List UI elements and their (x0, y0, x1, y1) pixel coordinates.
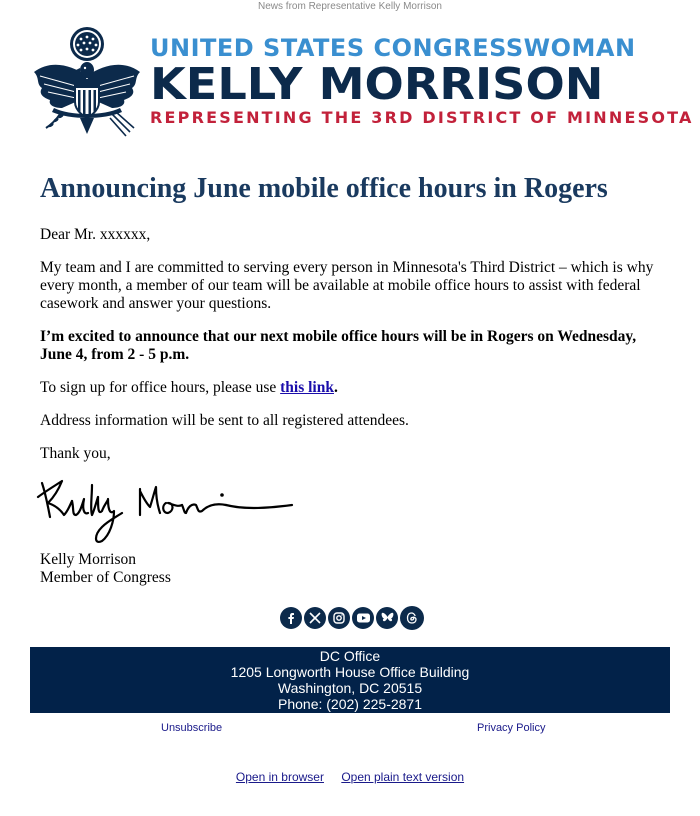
office-name: DC Office (319, 648, 381, 664)
privacy-policy-link[interactable]: Privacy Policy (477, 722, 546, 734)
greeting: Dear Mr. xxxxxx, (40, 226, 151, 243)
congressional-seal-icon (30, 24, 144, 144)
threads-icon[interactable] (400, 606, 424, 630)
bluesky-icon[interactable] (376, 607, 398, 629)
browser-links (0, 770, 700, 784)
email-body (40, 172, 660, 587)
social-links (280, 607, 424, 630)
open-in-browser-link[interactable]: Open in browser (235, 770, 324, 784)
signature-title: Member of Congress (40, 569, 171, 586)
closing: Thank you, (40, 445, 111, 462)
paragraph-signup (40, 379, 660, 397)
paragraph-address-info: Address information will be sent to all registered attendees. (40, 412, 409, 429)
signup-text: To sign up for office hours, please use (40, 379, 281, 396)
instagram-icon[interactable] (328, 607, 350, 629)
office-building: 1205 Longworth House Office Building (230, 664, 470, 680)
preheader-text: News from Representative Kelly Morrison (258, 1, 442, 12)
signature-icon (36, 475, 296, 545)
signature-name: Kelly Morrison (40, 551, 137, 568)
x-icon[interactable] (304, 607, 326, 629)
office-phone: Phone: (202) 225-2871 (278, 696, 422, 712)
paragraph-commitment: My team and I are committed to serving every person in Minnesota's Third District – which is why every month, a member of our team will be available at mobile office hours to assist with federal casework and answer your questions. (40, 259, 654, 312)
paragraph-announcement: I’m excited to announce that our next mobile office hours will be in Rogers on Wednesday, June 4, from 2 - 5 p.m. (40, 328, 637, 363)
signup-link[interactable]: this link (280, 379, 334, 396)
banner-line-title: UNITED STATES CONGRESSWOMAN (150, 34, 636, 62)
banner-line-district: REPRESENTING THE 3RD DISTRICT OF MINNESOTA (150, 108, 694, 127)
open-plain-text-link[interactable]: Open plain text version (341, 770, 465, 784)
email-title: Announcing June mobile office hours in Rogers (40, 173, 608, 204)
unsubscribe-link[interactable]: Unsubscribe (161, 722, 223, 734)
facebook-icon[interactable] (280, 607, 302, 629)
signup-period: . (333, 379, 338, 396)
banner-line-name: KELLY MORRISON (150, 59, 604, 110)
office-address-footer (30, 647, 670, 713)
office-city: Washington, DC 20515 (277, 680, 423, 696)
header-banner (28, 20, 694, 150)
youtube-icon[interactable] (352, 607, 374, 629)
